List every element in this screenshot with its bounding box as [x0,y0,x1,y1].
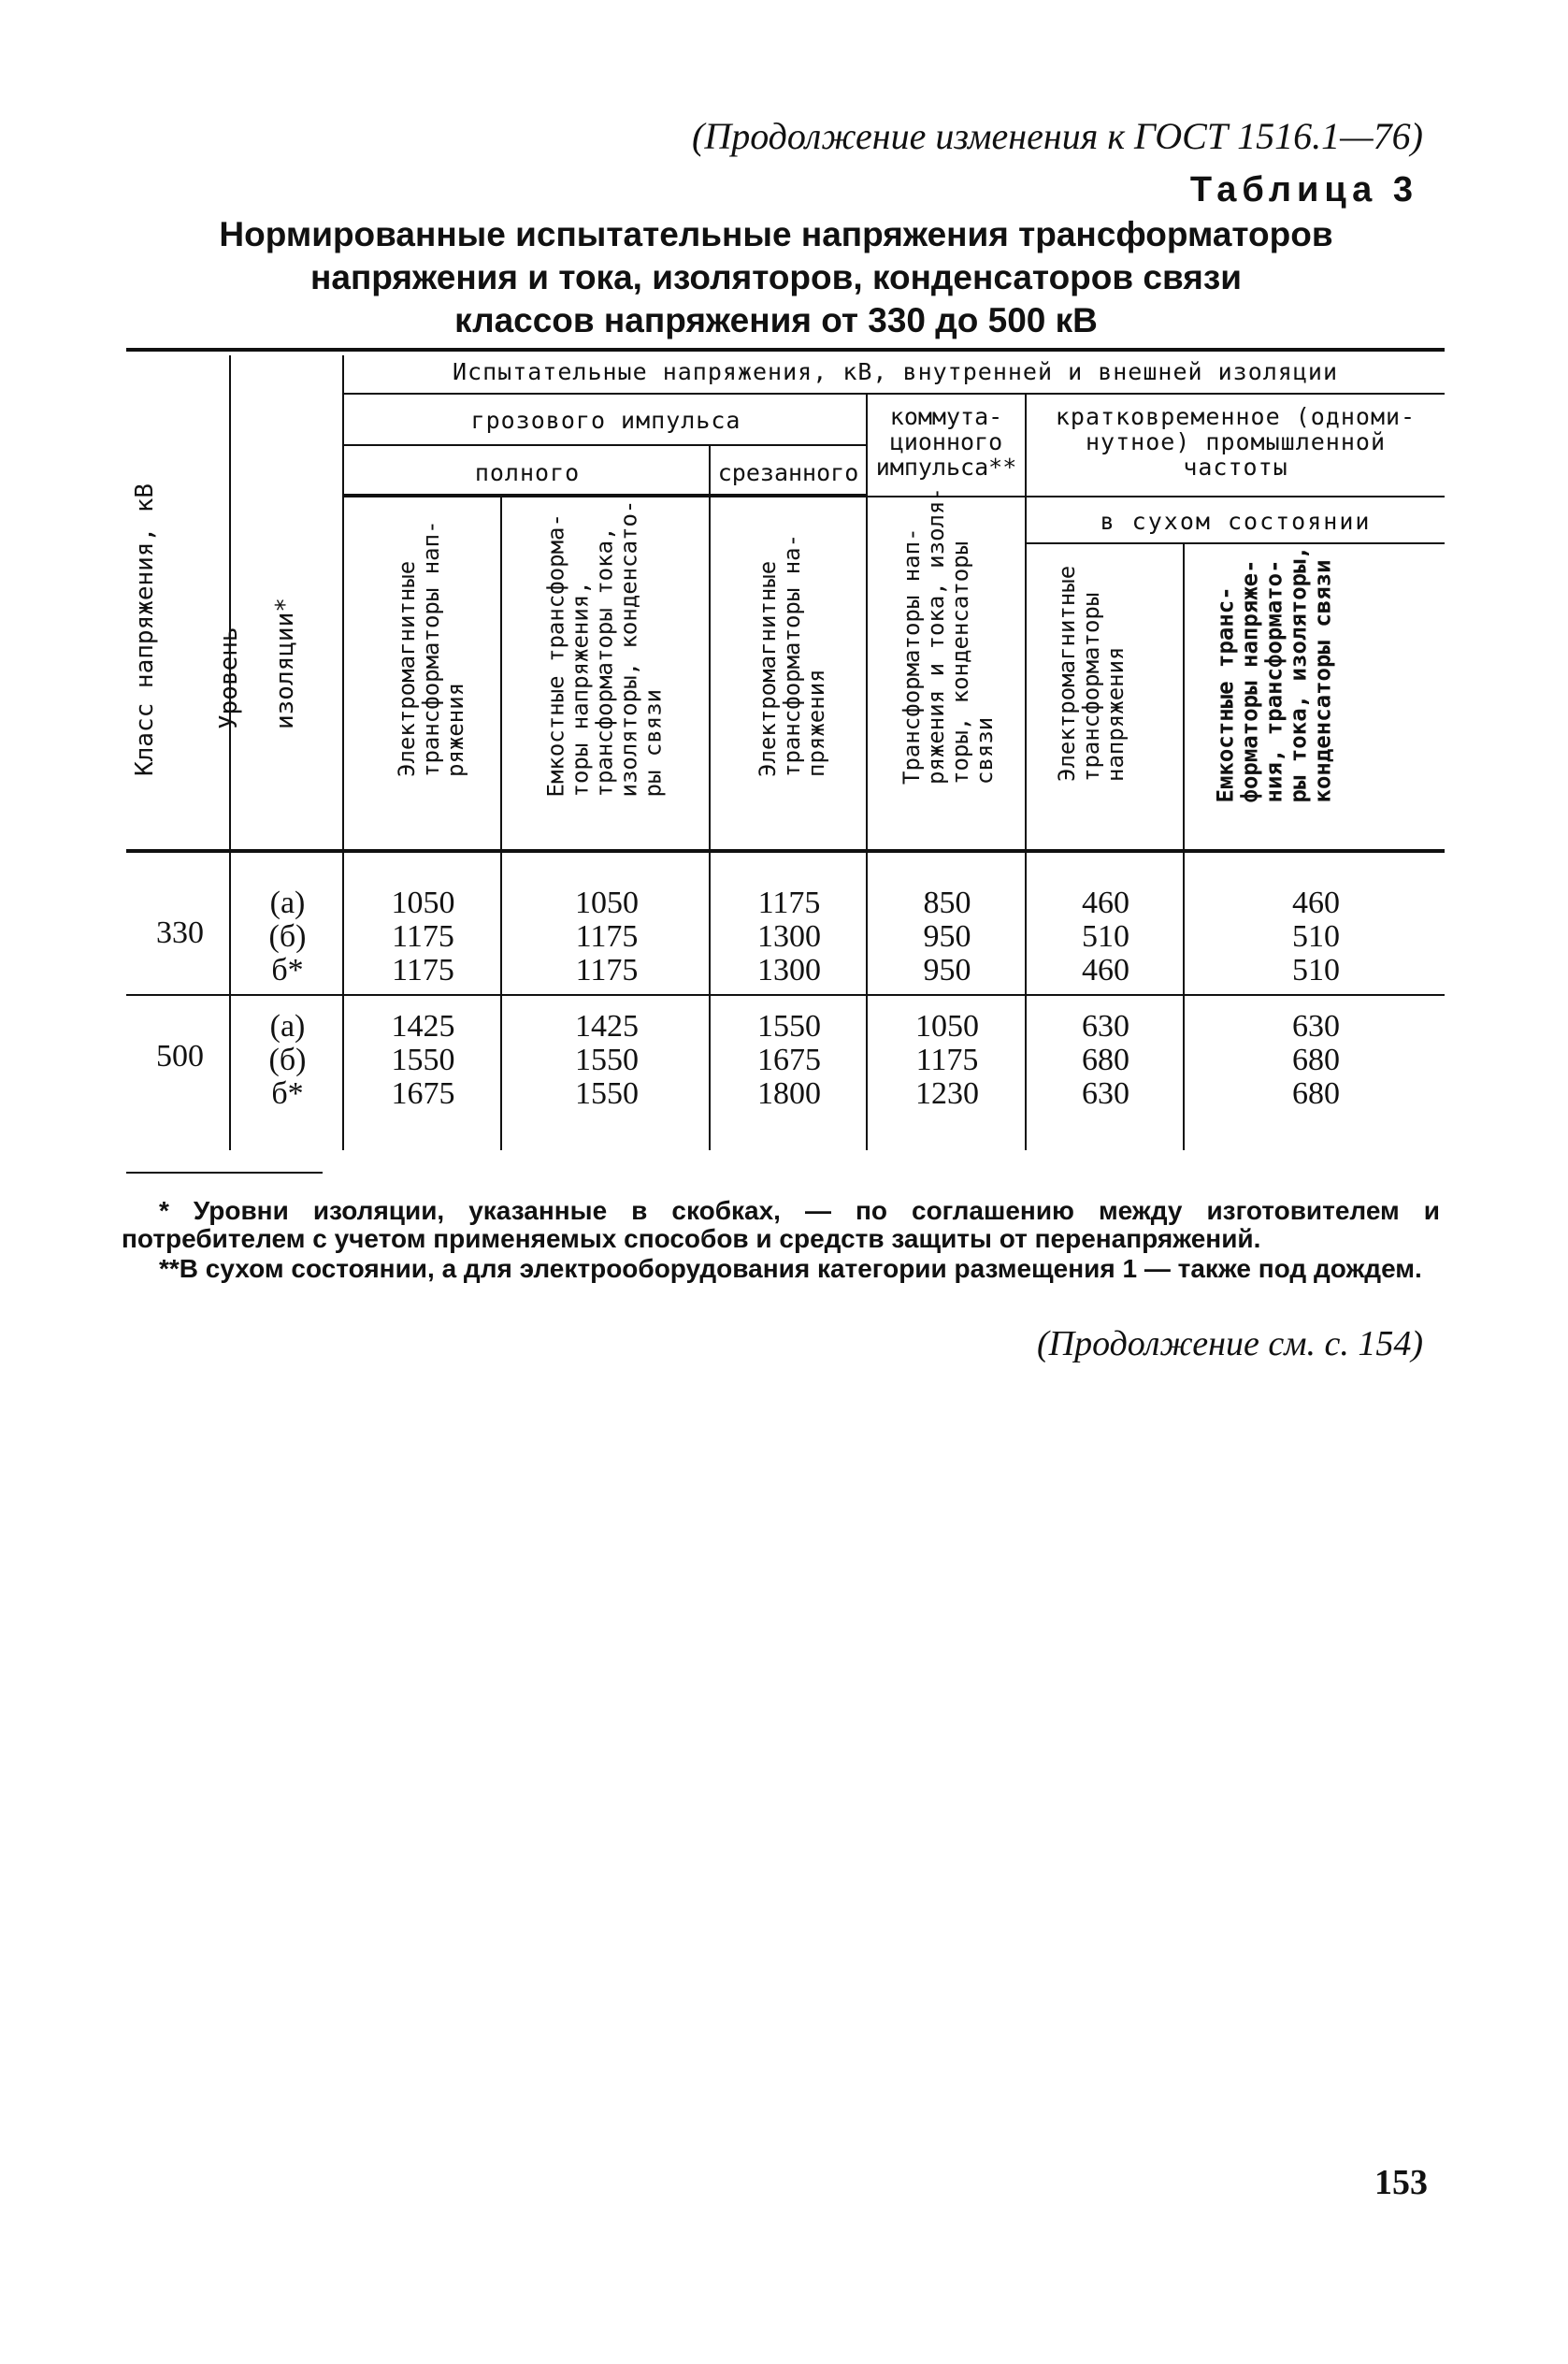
header-sub6: Емкостные транс- форматоры напряже- ния, трансформато- ры тока, изоляторы, конденсаторы связи [1212,545,1336,803]
cell-c6: 630 680 680 [1292,1009,1340,1111]
cell-c5: 460 510 460 [1082,886,1129,987]
cell-c4: 850 950 950 [923,886,971,987]
cell-class: 500 [156,1039,204,1074]
cell-c2: 1425 1550 1550 [575,1009,639,1111]
title-line-2: напряжения и тока, изоляторов, конденсаторов связи [310,258,1242,296]
footnote-2: **В сухом состоянии, а для электрооборудования категории размещения 1 — также под дождем. [159,1254,1422,1283]
rule-lightning [344,444,868,446]
cell-levels: (а) (б) б* [268,1009,307,1111]
cell-c1: 1050 1175 1175 [391,886,455,987]
header-voltage-class: Класс напряжения, кВ [131,483,159,776]
continuation-header: (Продолжение изменения к ГОСТ 1516.1—76) [692,115,1423,157]
group-header: Испытательные напряжения, кВ, внутренней и внешней изоляции [452,358,1339,385]
vrule-6 [1025,393,1027,1150]
table-header-rule [126,849,1445,853]
cell-c6: 460 510 510 [1292,886,1340,987]
cell-c1: 1425 1550 1675 [391,1009,455,1111]
header-sub5: Электромагнитные трансформаторы напряжения [1054,565,1129,782]
vrule-3 [500,496,502,1150]
cell-c2: 1050 1175 1175 [575,886,639,987]
cell-class: 330 [156,915,204,950]
cell-c5: 630 680 630 [1082,1009,1129,1111]
vrule-5 [866,393,868,1150]
full-header: полного [474,459,581,486]
table-label: Таблица 3 [1189,170,1418,209]
cell-c3: 1550 1675 1800 [757,1009,821,1111]
vrule-1 [229,355,231,1150]
title-line-3: классов напряжения от 330 до 500 кВ [454,301,1098,339]
rule-group [344,393,1445,395]
table-title [122,213,1431,342]
page-number: 153 [1374,2163,1428,2202]
header-sub3: Электромагнитные трансформаторы на- пряжения [755,533,829,777]
footnote-1: * Уровни изоляции, указанные в скобках, — по соглашению между изготовителем и потребителем с учетом применяемых способов и средств защиты от перенапряжений. [122,1196,1440,1253]
table-top-rule [126,348,1445,352]
vrule-4 [709,444,711,1150]
header-sub2: Емкостные трансформа- торы напряжения, трансформаторы тока, изоляторы, конденсато- ры связи [542,499,667,798]
header-insulation-level: Уровень изоляции* [215,598,299,729]
switching-header: коммута- ционного импульса** [875,403,1017,481]
vrule-2 [342,355,344,1150]
footnote-rule [126,1172,323,1174]
cell-c4: 1050 1175 1230 [915,1009,979,1111]
header-sub4: Трансформаторы нап- ряжения и тока, изоля- торы, конденсаторы связи [899,487,998,785]
lightning-header: грозового импульса [470,407,741,434]
row-separator [126,994,1445,996]
short-term-header: кратковременное (одноми- нутное) промышленной частоты [1055,403,1417,481]
header-sub1: Электромагнитные трансформаторы нап- ряжения [394,520,468,777]
cell-levels: (а) (б) б* [268,886,307,987]
cell-c3: 1175 1300 1300 [757,886,821,987]
chopped-header: срезанного [717,459,859,486]
rule-sub [344,496,1445,497]
title-line-1: Нормированные испытательные напряжения трансформаторов [219,215,1333,253]
vrule-7 [1183,544,1185,1150]
continuation-footer: (Продолжение см. с. 154) [1036,1324,1423,1363]
dry-header: в сухом состоянии [1100,508,1372,535]
